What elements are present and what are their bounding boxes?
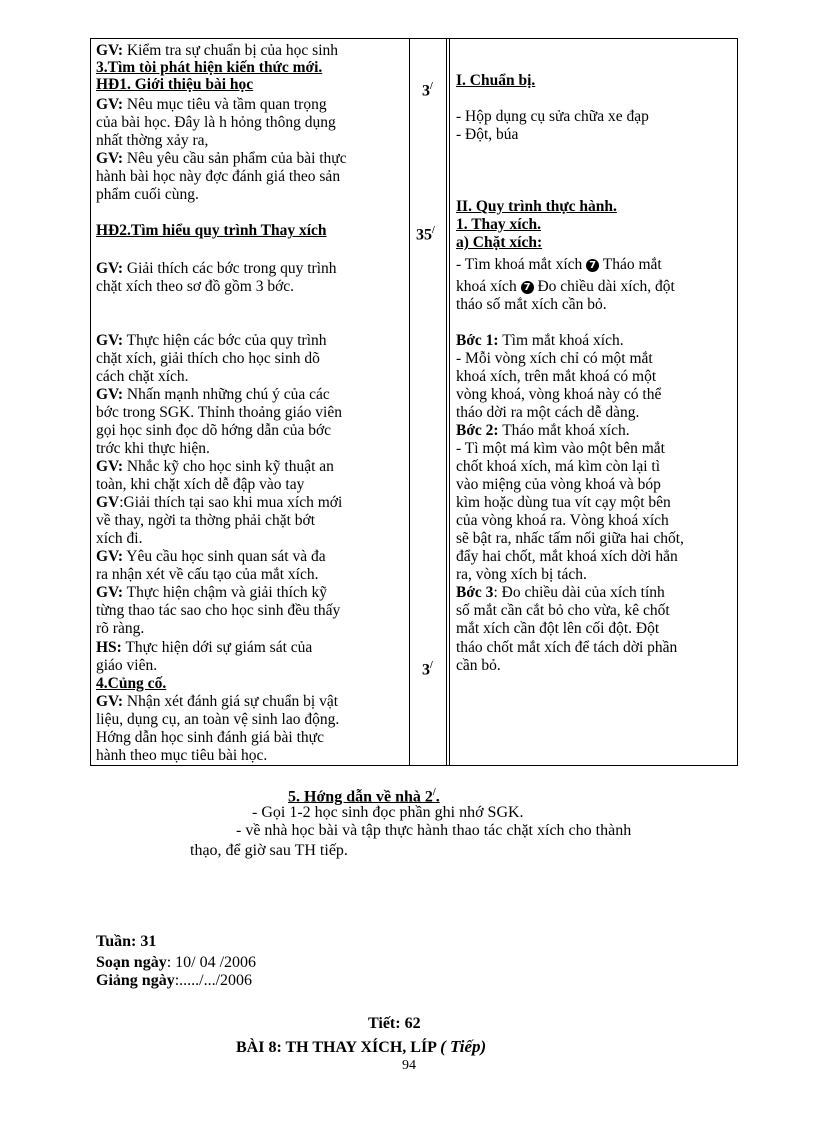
time-2: 35/ bbox=[416, 225, 435, 244]
activity-heading-1: HĐ1. Giới thiệu bài học bbox=[96, 76, 254, 93]
line-29: rõ ràng. bbox=[96, 620, 145, 637]
teaching-date: Giảng ngày:...../.../2006 bbox=[96, 972, 253, 989]
time-1: 3/ bbox=[422, 81, 433, 100]
step-2-line-1: - Tì một má kìm vào một bên mắt bbox=[456, 440, 665, 457]
activity-heading-2: HĐ2.Tìm hiểu quy trình Thay xích bbox=[96, 222, 327, 239]
diagram-line-2: khoá xích 7 Đo chiều dài xích, đột bbox=[456, 278, 675, 295]
line-25: GV: Yêu cầu học sinh quan sát và đa bbox=[96, 548, 326, 565]
line-24: xích đi. bbox=[96, 530, 143, 547]
line-15: cách chặt xích. bbox=[96, 368, 189, 385]
line-16: GV: Nhấn mạnh những chú ý của các bbox=[96, 386, 330, 403]
subheading-replace-chain: 1. Thay xích. bbox=[456, 216, 541, 233]
column-divider-mid bbox=[446, 39, 447, 765]
line-31: giáo viên. bbox=[96, 657, 158, 674]
line-18: gọi học sinh đọc dõ hớng dẫn của bớc bbox=[96, 422, 332, 439]
step-2-line-6: sẽ bật ra, nhấc tấm nối giữa hai chốt, bbox=[456, 530, 684, 547]
step-3-title: Bớc 3: Đo chiều dài của xích tính bbox=[456, 584, 665, 601]
line-23: về thay, ngời ta thờng phải chặt bớt bbox=[96, 512, 316, 529]
line-27: GV: Thực hiện chậm và giải thích kỹ bbox=[96, 584, 327, 601]
step-3-line-3: tháo chốt mắt xích để tách dời phần bbox=[456, 639, 678, 656]
line-11: GV: Giải thích các bớc trong quy trình bbox=[96, 260, 337, 277]
line-30: HS: Thực hiện dới sự giám sát của bbox=[96, 639, 313, 656]
step-3-line-2: mắt xích cần đột lên cối đột. Đột bbox=[456, 620, 660, 637]
time-3: 3/ bbox=[422, 660, 433, 679]
line-14: chặt xích, giải thích cho học sinh dõ bbox=[96, 350, 320, 367]
step-2-line-2: chốt khoá xích, má kìm còn lại tì bbox=[456, 458, 661, 475]
line-35: Hớng dẫn học sinh đánh giá bài thực bbox=[96, 729, 324, 746]
week-label: Tuần: 31 bbox=[96, 933, 157, 950]
line-26: ra nhận xét về cấu tạo của mắt xích. bbox=[96, 566, 319, 583]
line-13: GV: Thực hiện các bớc của quy trình bbox=[96, 332, 327, 349]
line-28: từng thao tác sao cho học sinh đều thấy bbox=[96, 602, 341, 619]
section-heading-procedure: II. Quy trình thực hành. bbox=[456, 198, 617, 215]
period-title: Tiết: 62 bbox=[368, 1015, 421, 1032]
homework-heading: 5. Hớng dẫn về nhà 2/. bbox=[288, 787, 440, 806]
line-36: hành theo mục tiêu bài học. bbox=[96, 747, 268, 764]
line-19: trớc khi thực hiện. bbox=[96, 440, 210, 457]
section-heading-preparation: I. Chuẩn bị. bbox=[456, 72, 536, 89]
line-12: chặt xích theo sơ đồ gồm 3 bớc. bbox=[96, 278, 295, 295]
section-heading-3: 3.Tìm tòi phát hiện kiến thức mới. bbox=[96, 59, 323, 76]
step-3-line-4: cần bỏ. bbox=[456, 657, 501, 674]
step-3-line-1: số mắt cần cắt bỏ cho vừa, kê chốt bbox=[456, 602, 670, 619]
step-2-title: Bớc 2: Tháo mắt khoá xích. bbox=[456, 422, 630, 439]
line-22: GV:Giải thích tại sao khi mua xích mới bbox=[96, 494, 343, 511]
column-divider-left bbox=[409, 39, 410, 765]
step-1-line-2: khoá xích, trên mắt khoá có một bbox=[456, 368, 657, 385]
step-2-line-5: của vòng khoá ra. Vòng khoá xích bbox=[456, 512, 669, 529]
homework-item-2-cont: thạo, để giờ sau TH tiếp. bbox=[190, 842, 348, 859]
role-label: GV: bbox=[96, 42, 123, 59]
step-1-line-1: - Mỗi vòng xích chỉ có một mắt bbox=[456, 350, 653, 367]
arrow-bullet-icon: 7 bbox=[521, 281, 534, 294]
step-1-line-4: tháo dời ra một cách dễ dàng. bbox=[456, 404, 640, 421]
line-8: hành bài học này đợc đánh giá theo sản bbox=[96, 168, 341, 185]
section-heading-4: 4.Củng cố. bbox=[96, 675, 167, 692]
line-21: toàn, khi chặt xích dễ đập vào tay bbox=[96, 476, 305, 493]
step-2-line-8: ra, vòng xích bị tách. bbox=[456, 566, 587, 583]
homework-item-2: - về nhà học bài và tập thực hành thao tác chặt xích cho thành bbox=[236, 822, 632, 839]
line-7: GV: Nêu yêu cầu sản phẩm của bài thực bbox=[96, 150, 347, 167]
step-2-line-3: vào miệng của vòng khoá và bóp bbox=[456, 476, 661, 493]
diagram-line-3: tháo số mắt xích cần bỏ. bbox=[456, 296, 607, 313]
step-2-line-4: kìm hoặc dùng tua vít cạy một bên bbox=[456, 494, 671, 511]
line-33: GV: Nhận xét đánh giá sự chuẩn bị vật bbox=[96, 693, 339, 710]
line-4: GV: Nêu mục tiêu và tầm quan trọng bbox=[96, 96, 327, 113]
line-5: của bài học. Đây là h hỏng thông dụng bbox=[96, 114, 336, 131]
line-9: phẩm cuối cùng. bbox=[96, 186, 199, 203]
line-1: GV: Kiểm tra sự chuẩn bị của học sinh bbox=[96, 42, 339, 59]
diagram-line-1: - Tìm khoá mắt xích 7 Tháo mắt bbox=[456, 256, 662, 273]
line-34: liệu, dụng cụ, an toàn vệ sinh lao động. bbox=[96, 711, 340, 728]
step-2-line-7: đẩy hai chốt, mắt khoá xích dời hẳn bbox=[456, 548, 678, 565]
line-17: bớc trong SGK. Thỉnh thoảng giáo viên bbox=[96, 404, 342, 421]
arrow-bullet-icon: 7 bbox=[586, 259, 599, 272]
column-divider-inner bbox=[449, 39, 450, 765]
prep-item-1: - Hộp dụng cụ sửa chữa xe đạp bbox=[456, 108, 649, 125]
page-number: 94 bbox=[402, 1058, 416, 1073]
step-1-line-3: vòng khoá, vòng khoá này có thể bbox=[456, 386, 662, 403]
lesson-title: BÀI 8: TH THAY XÍCH, LÍP ( Tiếp) bbox=[236, 1037, 487, 1056]
line-6: nhất thờng xảy ra, bbox=[96, 132, 209, 149]
step-1-title: Bớc 1: Tìm mắt khoá xích. bbox=[456, 332, 624, 349]
line-20: GV: Nhắc kỹ cho học sinh kỹ thuật an bbox=[96, 458, 334, 475]
homework-item-1: - Gọi 1-2 học sinh đọc phần ghi nhớ SGK. bbox=[252, 804, 524, 821]
subheading-cut-chain: a) Chặt xích: bbox=[456, 234, 543, 251]
prepared-date: Soạn ngày: 10/ 04 /2006 bbox=[96, 954, 257, 971]
prep-item-2: - Đột, búa bbox=[456, 126, 519, 143]
